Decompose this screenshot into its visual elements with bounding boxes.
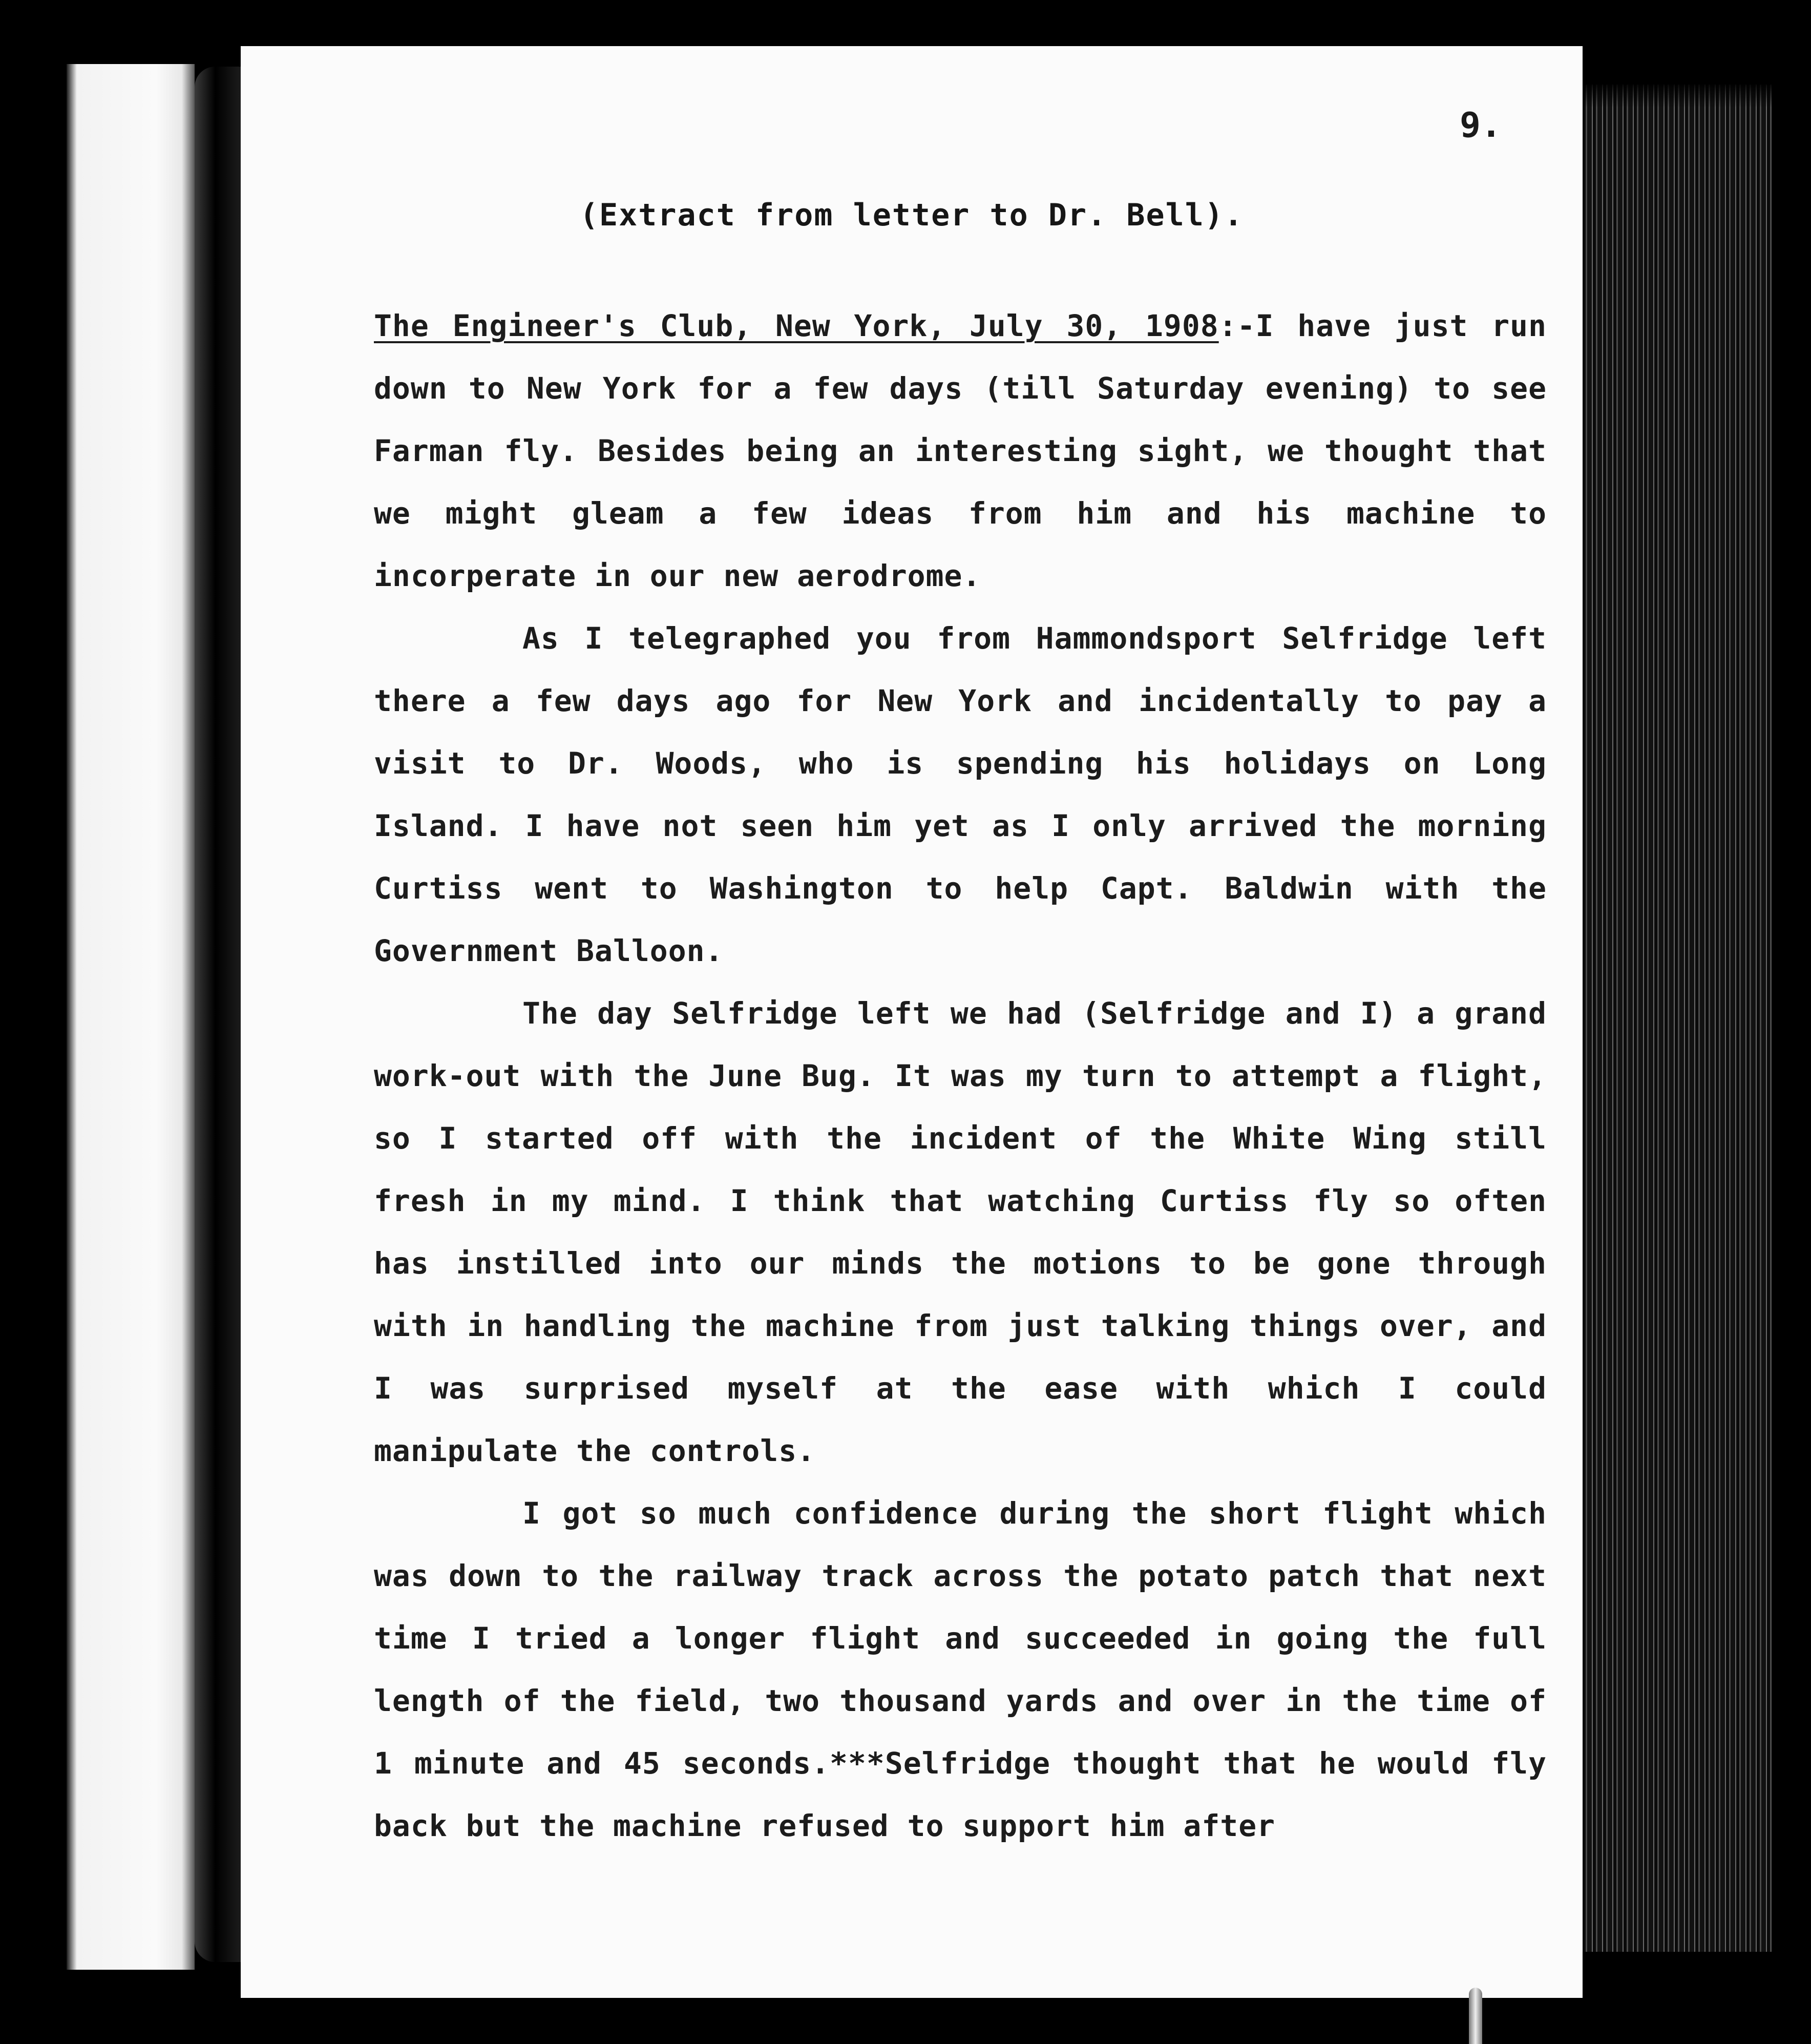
paragraph-4: I got so much confidence during the short flight which was down to the railway track across the potato patch that next time I tried a longer flight and succeeded in going the full length of the field, two thousand yards and over in the time of 1 minute and 45 seconds.***Selfridge thought that he would fly back but the machine refused to support him after: [374, 1496, 1547, 1843]
dateline: The Engineer's Club, New York, July 30, 1908: [374, 308, 1219, 343]
left-page-edge: [67, 64, 195, 1970]
book-gutter: [195, 67, 241, 1962]
page-clip: [1469, 1988, 1482, 2044]
paragraph-1-text: :-I have just run down to New York for a few days (till Saturday evening) to see Farman fly. Besides being an interesting sight, we thought that we might gleam a few ideas from him and his machine to incorperate in our new aerodrome.: [374, 308, 1547, 593]
paragraph-1: [374, 295, 1547, 607]
letter-body: [374, 295, 1547, 1857]
page-title: (Extract from letter to Dr. Bell).: [579, 197, 1244, 233]
page-stack-shadow: [1583, 82, 1772, 108]
paragraph-2: As I telegraphed you from Hammondsport Selfridge left there a few days ago for New York and incidentally to pay a visit to Dr. Woods, who is spending his holidays on Long Island. I have not seen him yet as I only arrived the morning Curtiss went to Washington to help Capt. Baldwin with the Government Balloon.: [374, 621, 1547, 968]
paragraph-3: The day Selfridge left we had (Selfridge and I) a grand work-out with the June Bug. It was my turn to attempt a flight, so I started off with the incident of the White Wing still fresh in my mind. I think that watching Curtiss fly so often has instilled into our minds the motions to be gone through with in handling the machine from just talking things over, and I was surprised myself at the ease with which I could manipulate the controls.: [374, 996, 1547, 1468]
page-stack-edges: [1583, 85, 1772, 1952]
page-number: 9.: [1460, 105, 1502, 145]
